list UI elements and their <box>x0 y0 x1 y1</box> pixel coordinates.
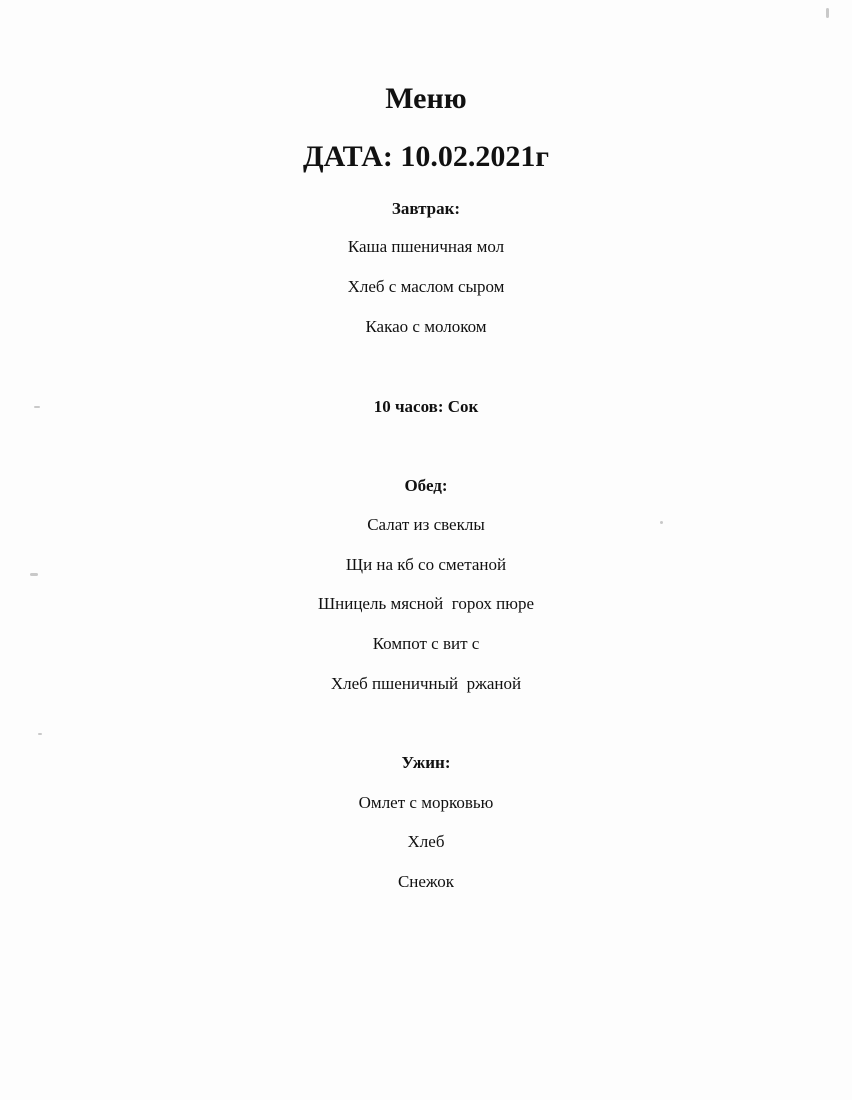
page-title: Меню <box>385 82 467 115</box>
dinner-item: Снежок <box>397 872 455 891</box>
scan-speck <box>660 521 663 524</box>
scan-speck <box>34 406 40 408</box>
lunch-heading: Обед: <box>404 476 448 495</box>
scan-speck <box>30 573 38 576</box>
lunch-item: Шницель мясной горох пюре <box>317 594 534 613</box>
breakfast-heading: Завтрак: <box>391 199 461 218</box>
lunch-item: Щи на кб со сметаной <box>345 555 507 574</box>
scan-speck <box>38 733 42 735</box>
lunch-item: Хлеб пшеничный ржаной <box>330 674 522 693</box>
breakfast-item: Какао с молоком <box>365 317 487 336</box>
lunch-item: Компот с вит с <box>372 634 480 653</box>
dinner-item: Хлеб <box>407 832 445 851</box>
dinner-heading: Ужин: <box>401 753 451 772</box>
lunch-item: Салат из свеклы <box>367 515 485 534</box>
dinner-item: Омлет с морковью <box>358 793 494 812</box>
snack-line: 10 часов: Сок <box>373 397 479 416</box>
breakfast-item: Каша пшеничная мол <box>347 237 505 256</box>
breakfast-item: Хлеб с маслом сыром <box>347 277 505 296</box>
scan-speck <box>826 8 829 18</box>
menu-date: ДАТА: 10.02.2021г <box>303 140 549 173</box>
